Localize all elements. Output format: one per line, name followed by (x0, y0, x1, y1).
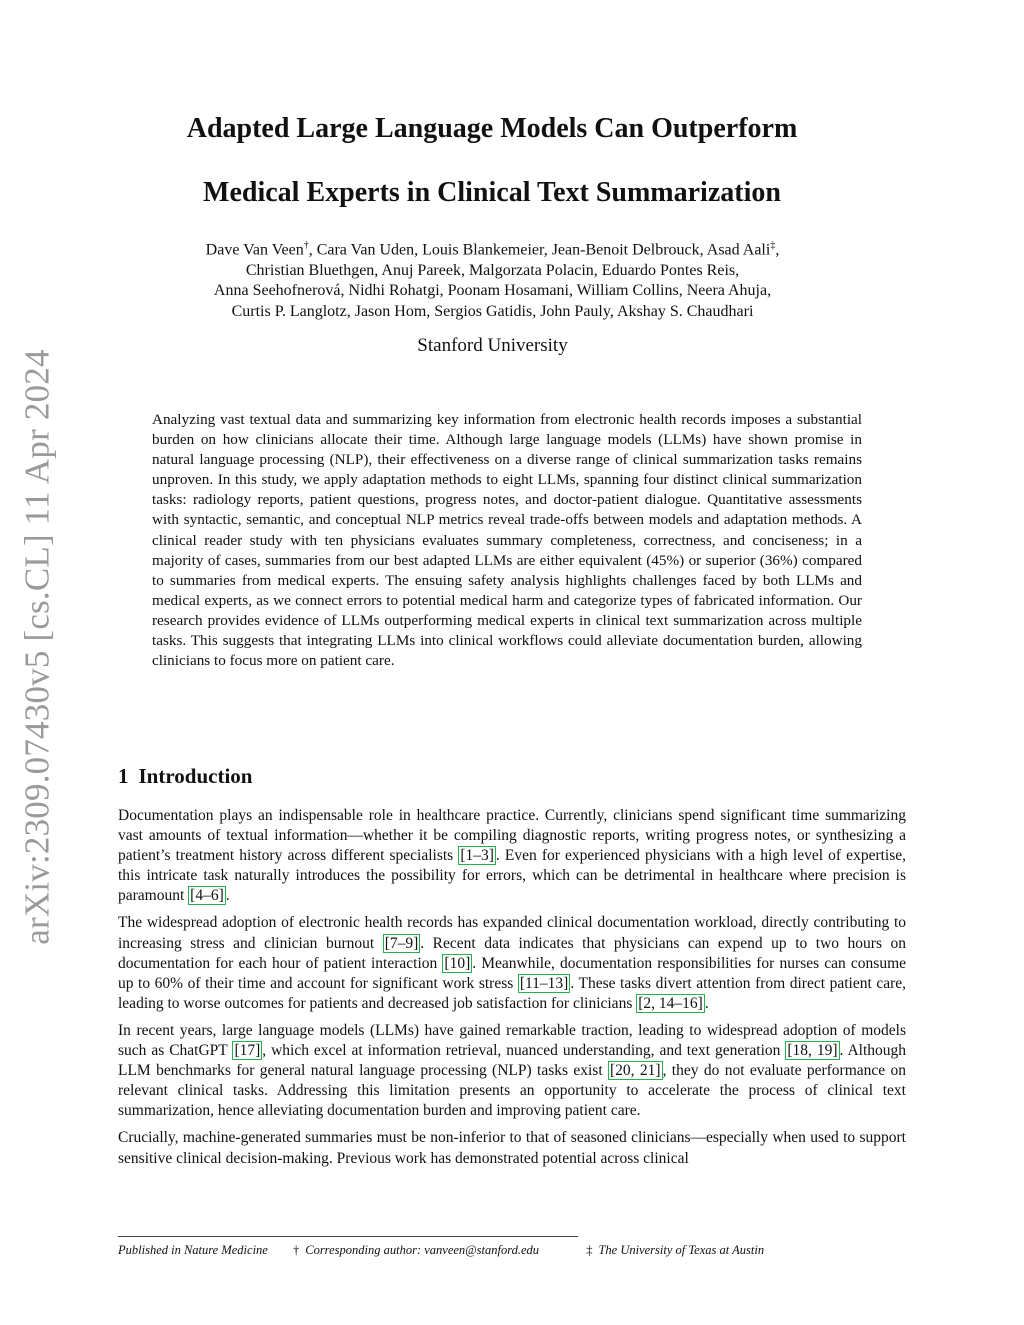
introduction-body (118, 806, 906, 1176)
citation-link[interactable]: [2, 14–16] (638, 994, 703, 1012)
footnote-divider (118, 1236, 578, 1237)
paper-title-line-2: Medical Experts in Clinical Text Summarization (203, 177, 781, 208)
paragraph-text: . Although LLM benchmarks for general natural language processing (NLP) tasks exist (118, 1042, 907, 1080)
paragraph-text: . (225, 887, 230, 905)
paragraph-text: . Recent data indicates that physicians can expend up to two hours on documentation for each hour of patient interaction (118, 934, 907, 972)
paragraph-4 (118, 1128, 906, 1168)
dagger-mark: † (292, 1243, 300, 1257)
author-line-4: Curtis P. Langlotz, Jason Hom, Sergios Gatidis, John Pauly, Akshay S. Chaudhari (231, 302, 754, 320)
double-dagger-mark: ‡ (770, 240, 776, 251)
paragraph-text: , which excel at information retrieval, nuanced understanding, and text generation (262, 1042, 786, 1060)
footnote-published: Published in Nature Medicine (118, 1243, 268, 1257)
author-text: , Cara Van Uden, Louis Blankemeier, Jean-Benoit Delbrouck, Asad Aali (308, 241, 771, 259)
affiliation: Stanford University (417, 335, 568, 356)
section-number: 1 (118, 764, 129, 788)
paragraph-text: . These tasks divert attention from direct patient care, leading to worse outcomes for patients and decreased job satisfaction for clinicians (118, 974, 906, 1012)
section-heading-introduction (118, 764, 252, 789)
author-line-2: Christian Bluethgen, Anuj Pareek, Malgorzata Polacin, Eduardo Pontes Reis, (245, 261, 740, 279)
paragraph-text: . Even for experienced physicians with a high level of expertise, this intricate task naturally introduces the possibility for errors, which can be detrimental in healthcare where precision is paramount (118, 847, 907, 905)
footnote-corresponding (293, 1243, 561, 1257)
footnote-text: The University of Texas at Austin (598, 1243, 765, 1257)
author-text: Dave Van Veen (205, 241, 304, 259)
author-text: , (775, 241, 780, 259)
paragraph-text: Documentation plays an indispensable role in healthcare practice. Currently, clinicians spend significant time summarizing vast amounts of textual information—whether it be compiling diagnostic reports, writing progress notes, or synthesizing a patient’s treatment history across different specialists (118, 807, 906, 865)
citation-link[interactable]: [7–9] (384, 934, 419, 952)
paragraph-text: In recent years, large language models (LLMs) have gained remarkable traction, leading to widespread adoption of models such as ChatGPT (118, 1021, 906, 1060)
author-line-1 (120, 236, 865, 261)
dagger-mark: † (303, 240, 309, 251)
paragraph-text: The widespread adoption of electronic health records has expanded clinical documentation workload, directly contributing to increasing stress and clinician burnout (118, 914, 906, 952)
paragraph-text: Crucially, machine-generated summaries must be non-inferior to that of seasoned clinicians—especially when used to support sensitive clinical decision-making. Previous work has demonstrated potential across clinical (118, 1129, 906, 1167)
paragraph-1 (118, 806, 906, 906)
citation-link[interactable]: [17] (234, 1042, 261, 1060)
paragraph-2 (118, 913, 906, 1013)
author-list (120, 236, 865, 322)
citation-link[interactable]: [10] (444, 954, 471, 972)
author-line-3: Anna Seehofnerová, Nidhi Rohatgi, Poonam Hosamani, William Collins, Neera Ahuja, (213, 282, 772, 300)
citation-link[interactable]: [4–6] (190, 887, 224, 905)
citation-link[interactable]: [18, 19] (787, 1042, 838, 1060)
paper-title-line-1: Adapted Large Language Models Can Outperform (186, 113, 798, 144)
paragraph-3 (118, 1021, 906, 1121)
citation-link[interactable]: [20, 21] (610, 1062, 661, 1080)
footnote-text: Corresponding author: vanveen@stanford.edu (305, 1243, 540, 1257)
paragraph-text: . (704, 994, 709, 1012)
arxiv-id-text: arXiv:2309.07430v5 [cs.CL] 11 Apr 2024 (18, 349, 57, 945)
double-dagger-mark: ‡ (586, 1243, 593, 1257)
paragraph-text: , they do not evaluate performance on relevant clinical tasks. Addressing this limitation presents an opportunity to accelerate the process of clinical text summarization, hence alleviating documentation burden and improving patient care. (118, 1062, 907, 1120)
abstract: Analyzing vast textual data and summarizing key information from electronic health records imposes a substantial burden on how clinicians allocate their time. Although large language models (LLMs) have shown promise in natural language processing (NLP), their effectiveness on a diverse range of clinical summarization tasks remains unproven. In this study, we apply adaptation methods to eight LLMs, spanning four distinct clinical summarization tasks: radiology reports, patient questions, progress notes, and doctor-patient dialogue. Quantitative assessments with syntactic, semantic, and conceptual NLP metrics reveal trade-offs between models and adaptation methods. A clinical reader study with ten physicians evaluates summary completeness, correctness, and conciseness; in a majority of cases, summaries from our best adapted LLMs are either equivalent (45%) or superior (36%) compared to summaries from medical experts. The ensuing safety analysis highlights challenges faced by both LLMs and medical experts, as we connect errors to potential medical harm and categorize types of fabricated information. Our research provides evidence of LLMs outperforming medical experts in clinical text summarization across multiple tasks. This suggests that integrating LLMs into clinical workflows could alleviate documentation burden, allowing clinicians to focus more on patient care. (152, 411, 862, 670)
arxiv-identifier-stamp (2, 349, 74, 945)
footnotes (118, 1243, 918, 1258)
paragraph-text: . Meanwhile, documentation responsibilities for nurses can consume up to 60% of their time and account for significant work stress (118, 954, 907, 992)
section-title: Introduction (138, 764, 253, 788)
citation-link[interactable]: [1–3] (460, 847, 494, 865)
citation-link[interactable]: [11–13] (519, 974, 569, 992)
footnote-affiliation (586, 1243, 786, 1257)
